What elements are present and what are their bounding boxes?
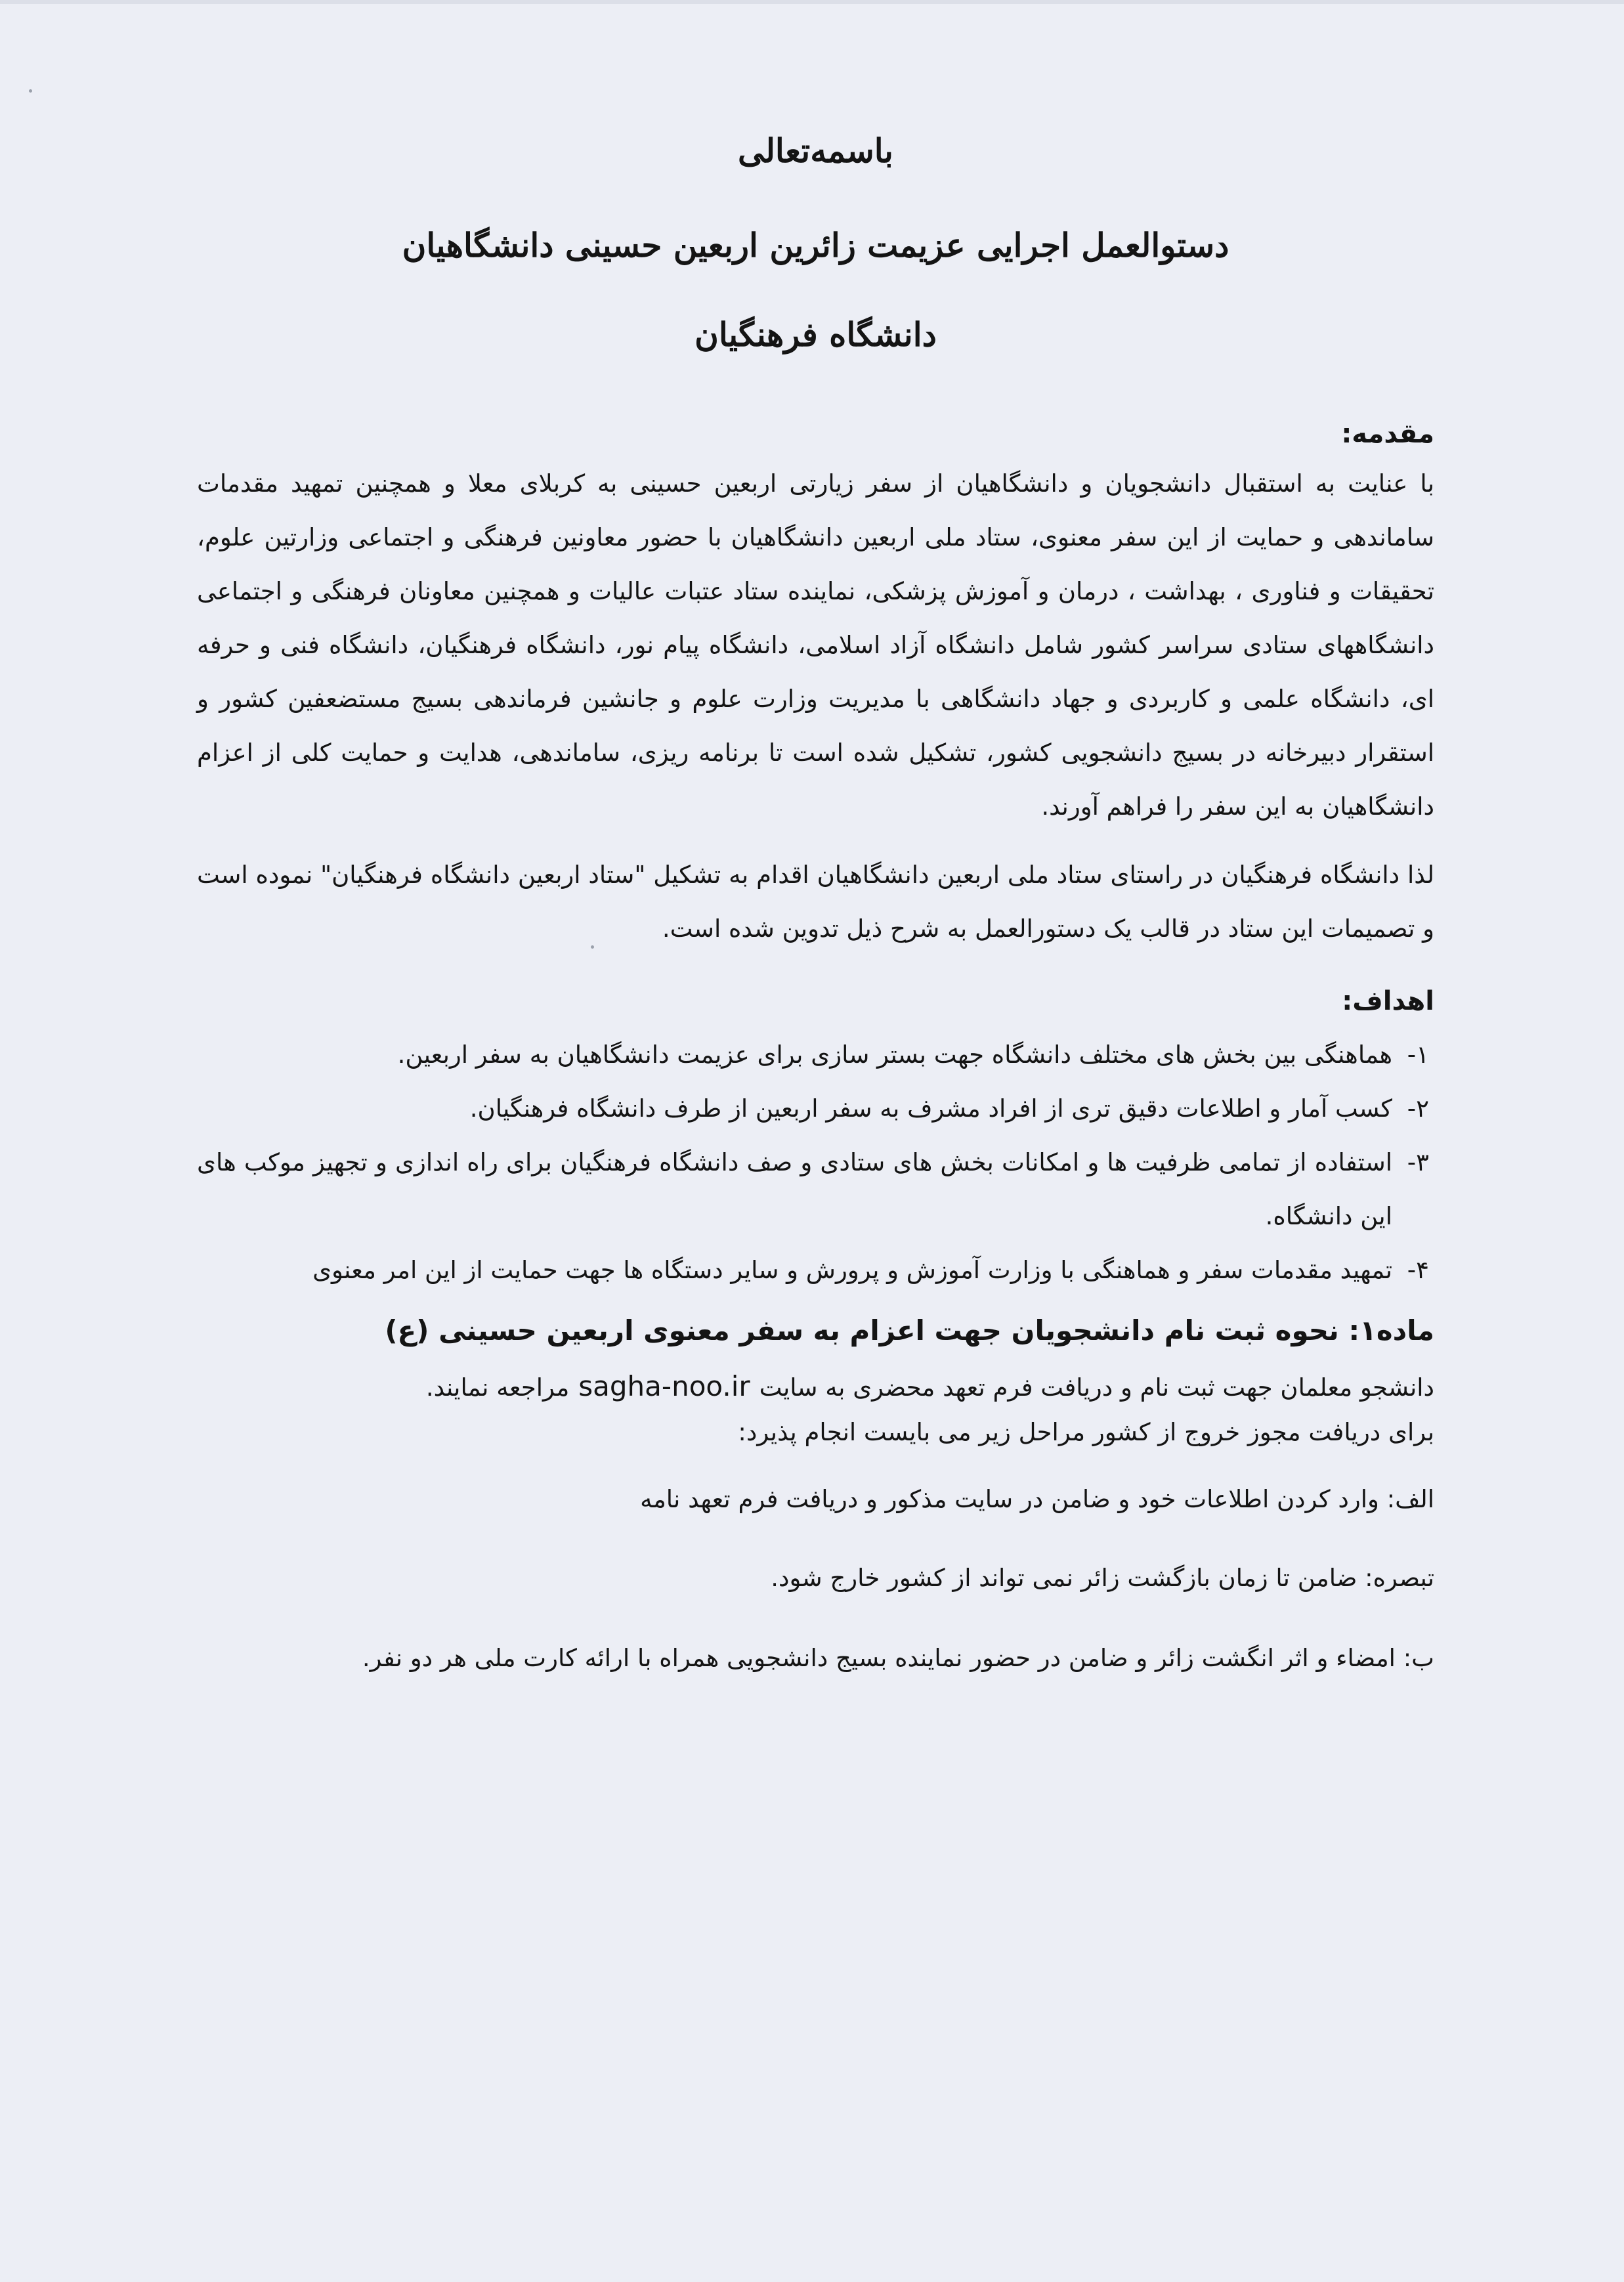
goal-number: ۲- — [1407, 1094, 1429, 1123]
goal-item — [197, 1082, 1434, 1136]
article-1-heading: ماده۱: نحوه ثبت نام دانشجویان جهت اعزام به سفر معنوی اربعین حسینی (ع) — [385, 1314, 1434, 1346]
step-alef: الف: وارد کردن اطلاعات خود و ضامن در سایت مذکور و دریافت فرم تعهد نامه — [640, 1485, 1434, 1513]
exit-permit-line: برای دریافت مجوز خروج از کشور مراحل زیر می بایست انجام پذیرد: — [738, 1418, 1434, 1446]
goal-number: ۴- — [1407, 1256, 1429, 1284]
basmala-heading: باسمه‌تعالی — [738, 131, 893, 170]
intro-paragraph-2: لذا دانشگاه فرهنگیان در راستای ستاد ملی اربعین دانشگاهیان اقدام به تشکیل "ستاد اربعین دانشگاه فرهنگیان" نموده است و تصمیمات این ستاد در قالب یک دستورالعمل به شرح ذیل تدوین شده است. — [197, 861, 1434, 943]
registration-text: دانشجو معلمان جهت ثبت نام و دریافت فرم تعهد محضری به سایت — [759, 1373, 1434, 1402]
step-be: ب: امضاء و اثر انگشت زائر و ضامن در حضور نماینده بسیج دانشجویی همراه با ارائه کارت ملی هر دو نفر. — [362, 1644, 1434, 1672]
goal-text: کسب آمار و اطلاعات دقیق تری از افراد مشرف به سفر اربعین از طرف دانشگاه فرهنگیان. — [469, 1094, 1392, 1123]
goal-text: استفاده از تمامی ظرفیت ها و امکانات بخش های ستادی و صف دانشگاه فرهنگیان برای راه اندازی و تجهیز موکب های این دانشگاه. — [197, 1148, 1392, 1230]
registration-site-link[interactable]: sagha-noo.ir — [578, 1370, 750, 1402]
registration-text-end: مراجعه نمایند. — [425, 1373, 570, 1402]
registration-line — [197, 1366, 1434, 1409]
document-title: دستوالعمل اجرایی عزیمت زائرین اربعین حسینی دانشگاهیان — [402, 226, 1229, 265]
university-name: دانشگاه فرهنگیان — [694, 315, 937, 354]
note-tabsare: تبصره: ضامن تا زمان بازگشت زائر نمی تواند از کشور خارج شود. — [771, 1564, 1434, 1592]
goal-text: هماهنگی بین بخش های مختلف دانشگاه جهت بستر سازی برای عزیمت دانشگاهیان به سفر اربعین. — [397, 1041, 1392, 1069]
goal-number: ۳- — [1407, 1148, 1429, 1176]
intro-paragraph: با عنایت به استقبال دانشجویان و دانشگاهیان از سفر زیارتی اربعین حسینی به کربلای معلا و همچنین تمهید مقدمات ساماندهی و حمایت از این سفر معنوی، ستاد ملی اربعین دانشگاهیان با حضور معاونین فرهنگی و اجتماعی وزارتین علوم، تحقیقات و فناوری ، بهداشت ، درمان و آموزش پزشکی، نماینده ستاد عتبات عالیات و همچنین معاونان فرهنگی و اجتماعی دانشگاههای ستادی سراسر کشور شامل دانشگاه آزاد اسلامی، دانشگاه پیام نور، دانشگاه فرهنگیان، دانشگاه فنی و حرفه ای، دانشگاه علمی و کاربردی و جهاد دانشگاهی با مدیریت وزارت علوم و جانشین فرماندهی بسیج مستضعفین کشور و استقرار دبیرخانه در بسیج دانشجویی کشور، تشکیل شده است تا برنامه ریزی، ساماندهی، هدایت و حمایت کلی از اعزام دانشگاهیان به این سفر را فراهم آورند. — [197, 469, 1434, 821]
scan-top-edge — [0, 0, 1624, 4]
intro-heading: مقدمه: — [1341, 419, 1434, 449]
scan-speck — [29, 89, 32, 93]
goal-number: ۱- — [1407, 1041, 1429, 1069]
goal-item — [197, 1028, 1434, 1082]
goals-heading: اهداف: — [1342, 986, 1434, 1016]
goal-item — [197, 1136, 1434, 1243]
goals-list — [197, 1028, 1434, 1297]
document-content — [197, 125, 1434, 1679]
goal-item — [197, 1243, 1434, 1297]
goal-text: تمهید مقدمات سفر و هماهنگی با وزارت آموزش و پرورش و سایر دستگاه ها جهت حمایت از این امر معنوی — [312, 1256, 1392, 1284]
